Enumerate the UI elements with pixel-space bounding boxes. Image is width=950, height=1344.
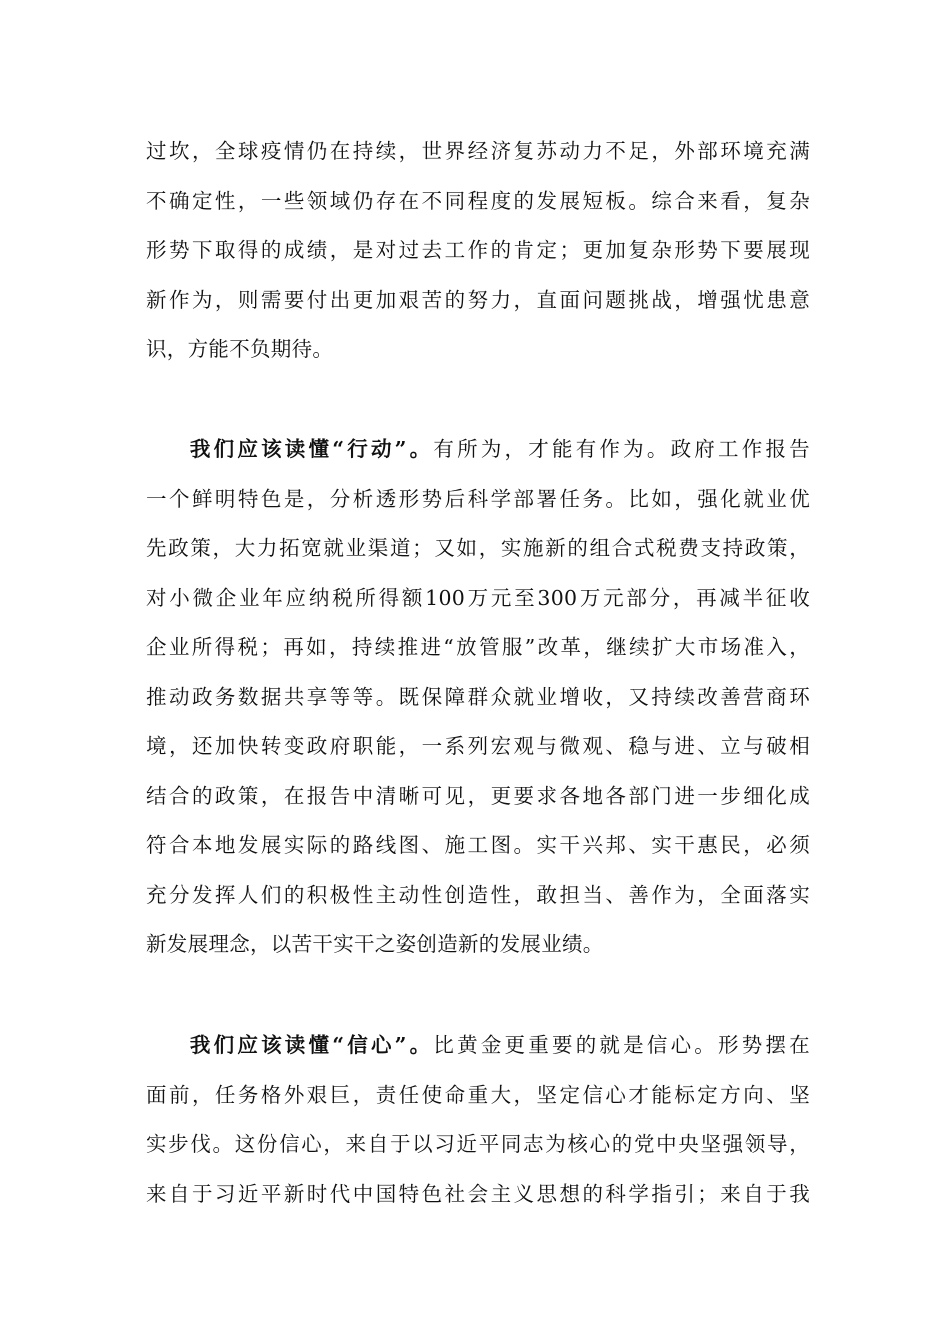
- text-line: 过坎，全球疫情仍在持续，世界经济复苏动力不足，外部环境充满: [146, 139, 810, 163]
- text-run: 比黄金更重要的就是信心。形势摆在: [433, 1033, 810, 1057]
- paragraph-confidence: [146, 1021, 810, 1219]
- text-line: 新发展理念，以苦干实干之姿创造新的发展业绩。: [146, 932, 604, 956]
- text-line: 面前，任务格外艰巨，责任使命重大，坚定信心才能标定方向、坚: [146, 1082, 810, 1107]
- text-line: 企业所得税；再如，持续推进“放管服”改革，继续扩大市场准入，: [146, 635, 810, 659]
- paragraph-context: [146, 127, 810, 375]
- text-line: 结合的政策，在报告中清晰可见，更要求各地各部门进一步细化成: [146, 783, 810, 808]
- text-line: 实步伐。这份信心，来自于以习近平同志为核心的党中央坚强领导，: [146, 1132, 810, 1156]
- paragraph-action: [146, 425, 810, 970]
- text-line: 先政策，大力拓宽就业渠道；又如，实施新的组合式税费支持政策，: [146, 536, 810, 560]
- text-line: 境，还加快转变政府职能，一系列宏观与微观、稳与进、立与破相: [146, 734, 810, 758]
- paragraph-lead: 我们应该读懂“信心”。: [187, 1033, 434, 1057]
- text-run: 有所为，才能有作为。政府工作报告: [433, 437, 810, 461]
- text-line: 充分发挥人们的积极性主动性创造性，敢担当、善作为，全面落实: [146, 882, 810, 907]
- text-line: 对小微企业年应纳税所得额100万元至300万元部分，再减半征收: [146, 585, 810, 610]
- text-line-first: [146, 425, 810, 475]
- paragraph-lead: 我们应该读懂“行动”。: [187, 437, 434, 461]
- text-line: 不确定性，一些领域仍存在不同程度的发展短板。综合来看，复杂: [146, 188, 810, 213]
- text-line: 新作为，则需要付出更加艰苦的努力，直面问题挑战，增强忧患意: [146, 287, 810, 312]
- text-line: 一个鲜明特色是，分析透形势后科学部署任务。比如，强化就业优: [146, 486, 810, 511]
- text-line: 形势下取得的成绩，是对过去工作的肯定；更加复杂形势下要展现: [146, 238, 810, 262]
- text-line: 识，方能不负期待。: [146, 337, 334, 361]
- text-line: 推动政务数据共享等等。既保障群众就业增收，又持续改善营商环: [146, 684, 810, 709]
- text-line-first: [146, 1021, 810, 1071]
- text-line: 来自于习近平新时代中国特色社会主义思想的科学指引；来自于我: [146, 1181, 810, 1206]
- text-line: 符合本地发展实际的路线图、施工图。实干兴邦、实干惠民，必须: [146, 833, 810, 857]
